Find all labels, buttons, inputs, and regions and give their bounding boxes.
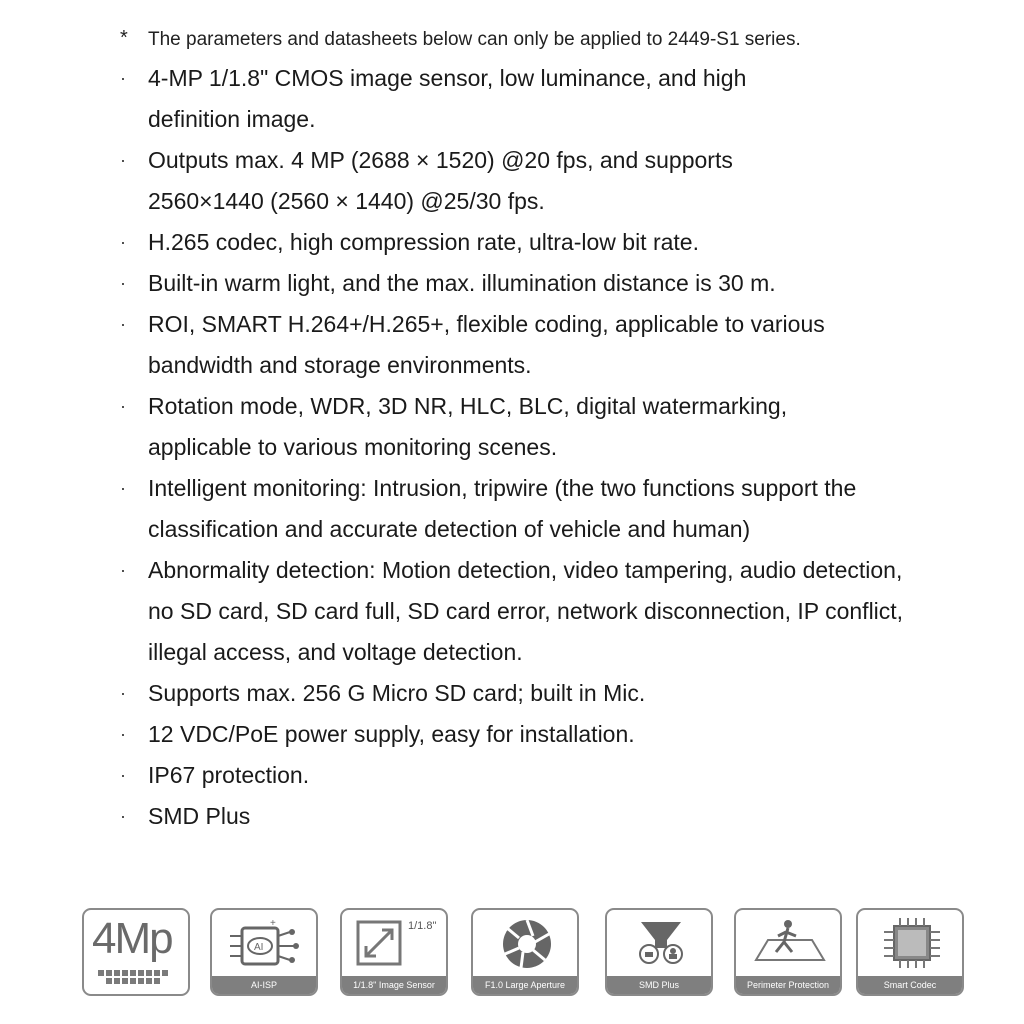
4mp-icon: 4Mp: [92, 914, 172, 963]
svg-text:+: +: [270, 918, 276, 929]
feature-text: Built-in warm light, and the max. illumination distance is 30 m.: [148, 270, 776, 296]
feature-text: Supports max. 256 G Micro SD card; built in Mic.: [148, 680, 646, 706]
bullet: ·: [120, 560, 126, 580]
badge-caption: F1.0 Large Aperture: [473, 976, 577, 994]
feature-text: 12 VDC/PoE power supply, easy for installation.: [148, 721, 635, 747]
feature-text: Outputs max. 4 MP (2688 × 1520) @20 fps, and supports 2560×1440 (2560 × 1440) @25/30 fps.: [148, 147, 733, 214]
bullet: ·: [120, 396, 126, 416]
badge-caption: 1/1.8" Image Sensor: [342, 976, 446, 994]
bullet: ·: [120, 68, 126, 88]
feature-item: [120, 796, 1000, 837]
4mp-pixel-grid: [84, 910, 190, 996]
feature-item: [120, 140, 808, 222]
feature-item: [120, 714, 1000, 755]
feature-badges: [82, 908, 966, 1004]
sensor-size-label: 1/1.8": [408, 920, 437, 932]
bullet: ·: [120, 806, 126, 826]
feature-text: Rotation mode, WDR, 3D NR, HLC, BLC, digital watermarking, applicable to various monitoring scenes.: [148, 393, 788, 460]
feature-text: Abnormality detection: Motion detection, video tampering, audio detection, no SD card, SD card full, SD card error, network disconnection, IP conflict, illegal access, and voltage detection.: [148, 557, 904, 665]
bullet: ·: [120, 765, 126, 785]
svg-text:AI: AI: [254, 942, 264, 953]
bullet: ·: [120, 273, 126, 293]
badge-smd-plus: [605, 908, 713, 996]
badge-caption: SMD Plus: [607, 976, 711, 994]
feature-item: [120, 222, 1000, 263]
badge-smart-codec: [856, 908, 964, 996]
note-asterisk: *: [120, 27, 128, 49]
bullet: ·: [120, 478, 126, 498]
feature-item: [120, 673, 1000, 714]
feature-list: [120, 58, 1000, 837]
bullet: ·: [120, 232, 126, 252]
feature-text: Intelligent monitoring: Intrusion, tripwire (the two functions support the classification and accurate detection of vehicle and human): [148, 475, 857, 542]
feature-text: ROI, SMART H.264+/H.265+, flexible coding, applicable to various bandwidth and storage environments.: [148, 311, 825, 378]
feature-text: IP67 protection.: [148, 762, 310, 788]
note-text: The parameters and datasheets below can only be applied to 2449-S1 series.: [148, 29, 801, 50]
feature-item: [120, 58, 828, 140]
bullet: ·: [120, 724, 126, 744]
bullet: ·: [120, 683, 126, 703]
badge-caption: Smart Codec: [858, 976, 962, 994]
feature-item: [120, 755, 1000, 796]
badge-caption: AI-ISP: [212, 976, 316, 994]
feature-text: 4-MP 1/1.8" CMOS image sensor, low luminance, and high definition image.: [148, 65, 747, 132]
badge-ai-isp: [210, 908, 318, 996]
feature-text: SMD Plus: [148, 803, 251, 829]
badge-aperture: [471, 908, 579, 996]
feature-item: [120, 550, 908, 673]
badge-4mp: [82, 908, 190, 996]
feature-item: [120, 386, 868, 468]
bullet: ·: [120, 314, 126, 334]
badge-perimeter: [734, 908, 842, 996]
feature-text: H.265 codec, high compression rate, ultra-low bit rate.: [148, 229, 699, 255]
badge-image-sensor: [340, 908, 448, 996]
feature-item: [120, 468, 878, 550]
bullet: ·: [120, 150, 126, 170]
feature-item: [120, 304, 908, 386]
feature-item: [120, 263, 1000, 304]
badge-caption: Perimeter Protection: [736, 976, 840, 994]
